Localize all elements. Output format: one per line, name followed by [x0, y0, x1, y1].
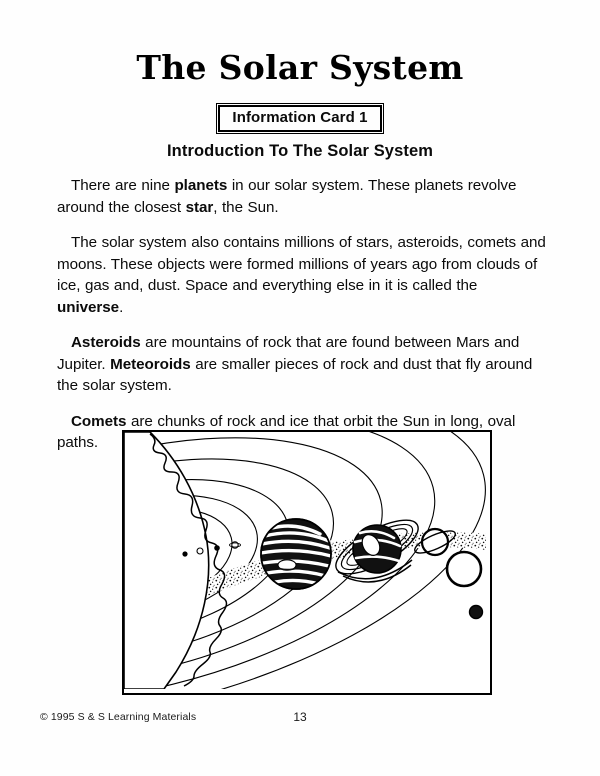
solar-system-svg: [124, 432, 486, 689]
section-subtitle: Introduction To The Solar System: [167, 142, 433, 160]
text-run: The solar system also contains millions of stars, asteroids, comets and moons. These objects were formed millions of years ago from clouds of ice, gas and, dust. Space and everything else in it is called the: [57, 234, 546, 294]
text-run: are mountains of rock that are found between Mars and Jupiter.: [57, 334, 520, 373]
emphasis-term: universe: [57, 298, 120, 316]
information-card-badge-wrap: [0, 103, 600, 134]
page-number: 13: [293, 710, 307, 724]
body-text: [57, 175, 547, 468]
text-run: .: [119, 298, 124, 316]
copyright-notice: © 1995 S & S Learning Materials: [40, 711, 197, 723]
paragraph-asteroids: [57, 332, 547, 397]
sun: [124, 432, 227, 689]
solar-system-illustration: [122, 430, 492, 695]
emphasis-term: Comets: [71, 412, 127, 430]
emphasis-term: Asteroids: [71, 334, 141, 351]
paragraph-planets: [57, 175, 547, 218]
emphasis-term: planets: [174, 177, 228, 194]
text-run: in our solar system. These planets revolve around the closest: [57, 177, 517, 216]
text-run: There are nine: [71, 177, 175, 194]
information-card-badge: [216, 103, 383, 134]
text-run: , the Sun.: [213, 198, 279, 216]
neptune: [447, 552, 481, 586]
paragraph-universe: [57, 232, 547, 318]
text-run: are chunks of rock and ice that orbit the Sun in long, oval paths.: [57, 412, 516, 451]
emphasis-term: Meteoroids: [110, 355, 191, 373]
jupiter: [261, 519, 331, 589]
pluto: [470, 606, 483, 619]
emphasis-term: star: [185, 198, 214, 216]
information-card-label: Information Card 1: [218, 105, 381, 132]
text-run: are smaller pieces of rock and dust that fly around the solar system.: [57, 355, 533, 394]
page-title: The Solar System: [136, 48, 464, 87]
